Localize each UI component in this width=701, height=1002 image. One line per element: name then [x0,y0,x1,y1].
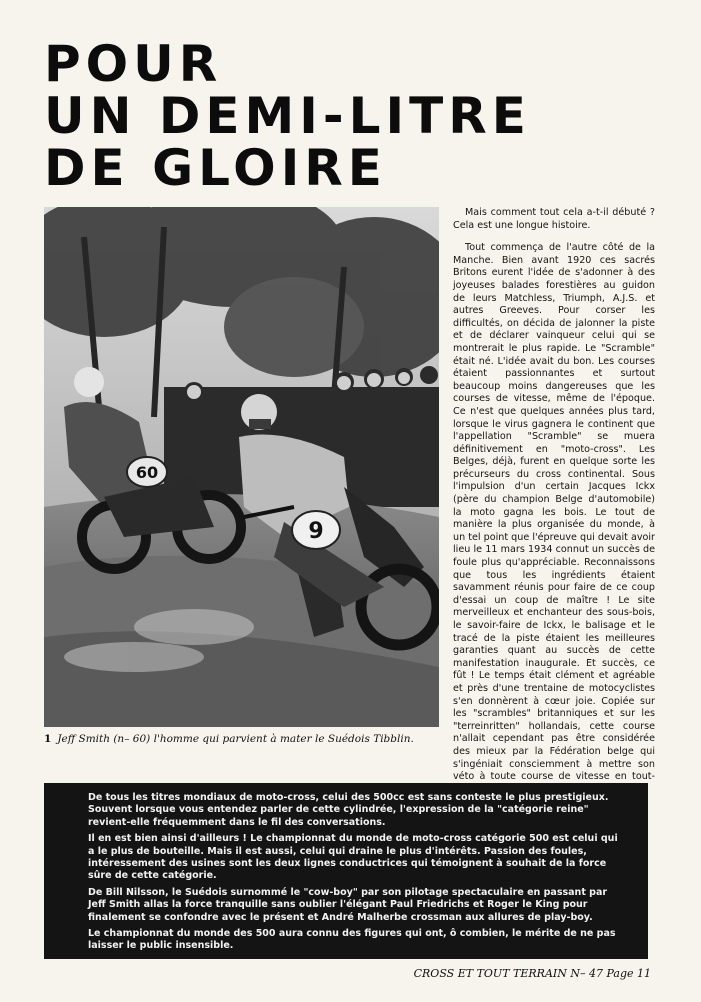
number-plate-60: 60 [135,463,159,482]
intro-box [44,783,648,959]
article-paragraph-1: Mais comment tout cela a-t-il débuté ? Cela est une longue histoire. [453,207,655,231]
article-column [453,207,655,806]
headline-line-1: POUR [44,35,223,93]
intro-paragraph-3: De Bill Nilsson, le Suédois surnommé le "cow-boy" par son pilotage spectaculaire en passant par Jeff Smith allas la force tranquille sans oublier l'élégant Paul Friedrichs et Roger le King pour finalement se confondre avec le présent et André Malherbe crossman aux allures de play-boy. [88,886,608,923]
caption-number: 1 [44,733,52,745]
intro-paragraph-2: Il en est bien ainsi d'ailleurs ! Le championnat du monde de moto-cross catégorie 500 est celui qui a le plus de bouteille. Mais il est aussi, celui qui draine le plus d'intérêts. Passion des foules, intéressement des usines sont les deux lignes conductrices qui témoignent à souhait de la force sûre de cette catégorie. [88,833,618,882]
caption-text: Jeff Smith (n– 60) l'homme qui parvient à mater le Suédois Tibblin. [57,733,414,745]
number-plate-9: 9 [308,519,324,544]
motocross-photo-illustration [44,207,439,727]
headline-line-3: DE GLOIRE [44,139,387,197]
motocross-photo [44,207,439,727]
page-footer: CROSS ET TOUT TERRAIN N– 47 Page 11 [413,967,651,980]
photo-caption [44,733,444,745]
article-paragraph-2: Tout commença de l'autre côté de la Manche. Bien avant 1920 ces sacrés Britons eurent l'idée de s'adonner à des joyeuses balades forestières au guidon de leurs Matchless, Triumph, A.J.S. et autres Greeves. Pour corser les difficultés, on décida de jalonner la piste et de déclarer vainqueur celui qui se montrerait le plus rapide. Le "Scramble" était né. L'idée avait du bon. Les courses étaient passionnantes et surtout beaucoup moins dangereuses que les courses de vitesse, même de l'époque. Ce n'est que quelques années plus tard, lorsque le virus gagnera le continent que l'appellation "Scramble" se muera définitivement en "moto-cross". Les Belges, déjà, furent en quelque sorte les précurseurs du cross continental. Sous l'impulsion d'un certain Jacques Ickx (père du champion Belge d'automobile) la moto gagna les bois. Le tout de manière la plus organisée du monde, à un tel point que l'épreuve qui devait avoir lieu le 11 mars 1934 connut un succès de foule plus qu'appréciable. Reconnaissons que tous les ingrédients étaient savamment réunis pour faire de ce coup d'essai un coup de maître ! Le site merveilleux et enchanteur des sous-bois, le savoir-faire de Ickx, le balisage et le tracé de la piste étaient les meilleures garanties quant au succès de cette manifestation inaugurale. Et succès, ce fût ! Le temps était clément et agréable et près d'une trentaine de motocyclistes s'en donnèrent à cœur joie. Copiée sur les "scrambles" britanniques et sur les "terreinritten" hollandais, cette course n'allait cependant pas être considérée des mieux par la Fédération belge qui s'ingéniait consciemment à mettre son véto à toute course de vitesse en tout- [453,242,655,783]
headline-line-2: UN DEMI-LITRE [44,87,531,145]
intro-paragraph-1: De tous les titres mondiaux de moto-cross, celui des 500cc est sans conteste le plus prestigieux. Souvent lorsque vous entendez parler de cette cylindrée, l'expression de la "catégorie reine" revient-elle fréquemment dans le fil des conversations. [88,792,609,828]
headline [44,35,604,197]
intro-paragraph-4: Le championnat du monde des 500 aura connu des figures qui ont, ô combien, le mérite de ne pas laisser le public insensible. [88,928,616,952]
